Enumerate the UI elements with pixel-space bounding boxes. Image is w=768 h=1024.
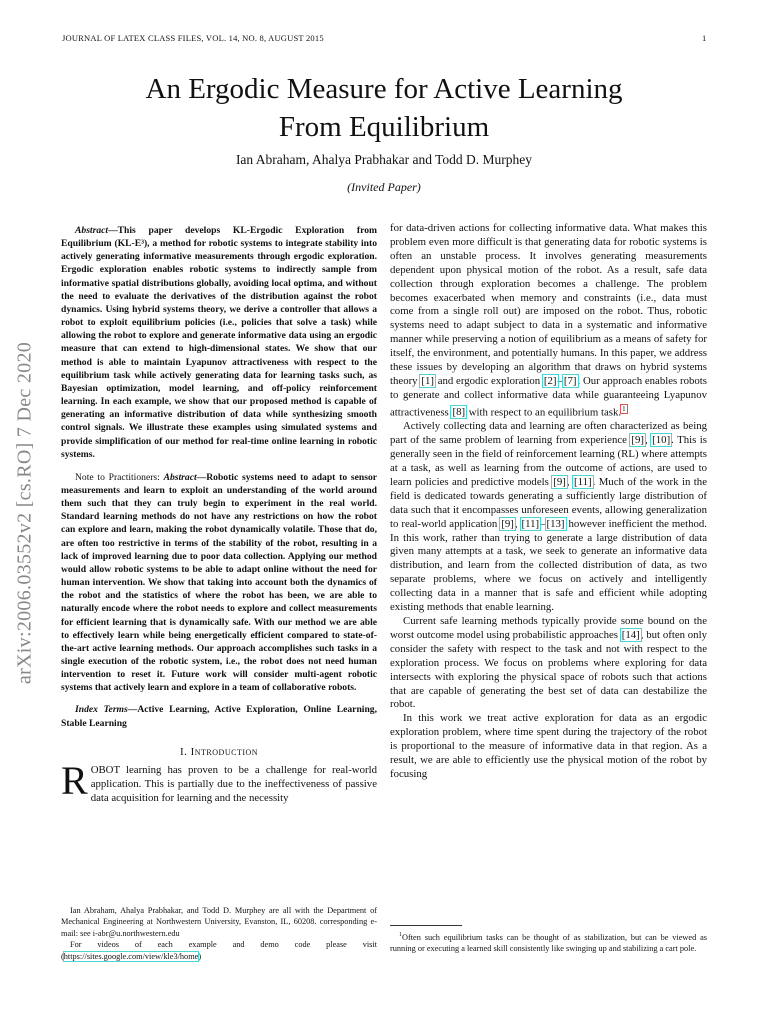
text: . This is generally seen in the field of reinforcement learning (RL) where attempts at a task, as well as learning from the outcome of actions, are used to learn policies and predictive models — [390, 434, 707, 488]
citation-link[interactable]: [11] — [521, 517, 540, 530]
abstract-text: —This paper develops KL-Ergodic Exploration from Equilibrium (KL-E³), a method for robotic systems to integrate stability into actively generating informative measurements through ergodic exploration. Ergodic exploration enables robotic systems to indirectly sample from informative spatial distributions globally, avoiding local optima, and without the need to evaluate the derivatives of the distribution against the robot dynamics. Using hybrid systems theory, we derive a controller that allows a robot to exploit equilibrium policies (i.e., policies that solve a task) while allowing the robot to explore and generate informative data using an ergodic measure that can extend to high-dimensional states. We show that our method is able to maintain Lyapunov attractiveness with respect to the equilibrium task while actively generating data for learning tasks such, as Bayesian optimization, model learning, and off-policy reinforcement learning. In each example, we show that our proposed method is capable of generating an informative distribution of data while synthesizing smooth control signals. We illustrate these examples using simulated systems and provide simplification of our method for real-time online learning in robotic systems. — [61, 225, 377, 460]
practitioners-prefix: Note to Practitioners: — [75, 471, 164, 483]
videos-footnote — [61, 939, 377, 962]
citation-link[interactable]: [7] — [563, 374, 577, 387]
intro-paragraph — [61, 757, 377, 806]
citation-link[interactable]: [2] — [543, 374, 557, 387]
text: and ergodic exploration — [434, 374, 543, 387]
text: – — [540, 517, 546, 530]
citation-link[interactable]: [9] — [501, 517, 514, 530]
section-number: I. — [179, 745, 191, 758]
authors: Ian Abraham, Ahalya Prabhakar and Todd D. Murphey — [235, 152, 533, 167]
text: – — [557, 374, 563, 387]
text: Actively collecting data and learning are often characterized as being part of the same problem of learning from experience — [390, 420, 707, 447]
practitioners-label: Abstract — [163, 471, 197, 483]
text: , — [645, 434, 652, 447]
section-heading — [61, 746, 377, 758]
right-footnotes — [390, 925, 707, 955]
running-header: JOURNAL OF LATEX CLASS FILES, VOL. 14, NO. 8, AUGUST 2015 — [62, 33, 324, 43]
text: . Much of the work in the field is dedicated towards generating a sufficiently large distribution of data such that it encompasses unforeseen events, allowing generalization to real-world application — [390, 475, 707, 530]
paper-title — [0, 70, 768, 146]
intro-lead: OBOT learning has proven to be a challenge for real-world application. This is partially due to the ineffectiveness of passive data acquisition for learning and the necessity — [90, 763, 377, 804]
title-line-1: An Ergodic Measure for Active Learning — [145, 73, 623, 105]
text: , — [566, 475, 573, 488]
index-terms-label: Index Terms — [75, 704, 128, 716]
index-terms-text: —Active Learning, Active Exploration, Online Learning, Stable Learning — [61, 704, 377, 729]
practitioners-text: —Robotic systems need to adapt to sensor measurements and learn to exploit an understanding of the world around them such that they can truly begin to experiment in the real world. Standard learning methods do not have any restrictions on how the robot can explore and learn, making the robot dynamically volatile. Those that do, are often too restrictive in terms of the stability of the robot, resulting in a lack of improved learning due to poor data collection. Applying our method would allow robotic systems to be able to adapt online without the need for human intervention. We show that taking into account both the dynamics of the robot and the statistics of where the robot has been, we are able to naturally encode where the robot needs to explore and collect measurements for efficient learning that is dynamically safe. With our method we are able to effectively learn while being energetically efficient compared to state-of-the-art active learning methods. Our approach accomplishes such tasks in a single execution of the robotic system, i.e., the robot does not need human intervention to reset it. Future work will consider multi-agent robotic systems that actively learn and explore in a team of collaborative robots. — [61, 471, 377, 694]
left-footnotes — [61, 905, 377, 962]
footnote-1 — [390, 930, 707, 955]
text: Current safe learning methods typically provide some bound on the worst outcome model using probabilistic approaches — [390, 614, 707, 641]
abstract-label: Abstract — [75, 225, 109, 236]
right-paragraph-3 — [390, 615, 707, 712]
videos-link[interactable]: https://sites.google.com/view/kle3/home — [63, 951, 199, 961]
text: for data-driven actions for collecting informative data. What makes this problem even more difficult is that generating data for robotic systems is often an unstable process. It involves generating measurements dependent upon physical motion of the robot. As a result, safe data collection through exploration becomes a challenge. The problem becomes exacerbated when memory and constraints (i.e., data must come from a single roll out) are imposed on the robot. Thus, robotic systems need to adapt subject to data in a systematic and informative manner while preserving a notion of equilibrium as a means of safety for itself, the environment, and potentially humans. In this paper, we address these issues by developing an algorithm that draws on hybrid systems theory — [390, 222, 707, 387]
text: . Our approach enables robots to generate and collect informative data while guaranteeing Lyapunov attractiveness — [390, 374, 707, 419]
footnote-rule — [390, 925, 462, 926]
section-title: Introduction — [190, 745, 259, 758]
videos-post: ) — [198, 951, 202, 961]
footnote-link[interactable]: 1 — [622, 404, 626, 413]
citation-link[interactable]: [8] — [452, 406, 466, 419]
left-column — [61, 224, 377, 806]
page-number: 1 — [702, 33, 707, 43]
videos-pre: For videos of each example and demo code please visit ( — [61, 940, 377, 961]
right-paragraph-2 — [390, 420, 707, 615]
abstract — [61, 224, 377, 461]
drop-cap: R — [61, 757, 88, 803]
citation-link[interactable]: [13] — [546, 517, 565, 530]
note-to-practitioners — [61, 471, 377, 695]
citation-link[interactable]: [14] — [621, 628, 640, 641]
index-terms — [61, 703, 377, 729]
text: , but often only consider the safety with respect to the task and not with respect to the exploration process. We focus on problems where exploring for data intersects with exploring the physical space of robots such that actions that are capable of generating the best set of data can destabilize the robot. — [390, 628, 707, 711]
affiliation-footnote: Ian Abraham, Ahalya Prabhakar, and Todd D. Murphey are all with the Department of Mechanical Engineering at Northwestern University, Evanston, IL, 60208. corresponding e-mail: see i-abr@u.northwestern.edu — [61, 906, 377, 938]
right-column — [390, 222, 707, 782]
arxiv-stamp — [8, 278, 42, 748]
citation-link[interactable]: [10] — [652, 434, 671, 447]
title-line-2: From Equilibrium — [278, 111, 490, 143]
text: , — [514, 517, 521, 530]
invited-note: (Invited Paper) — [347, 180, 421, 194]
arxiv-stamp-text: arXiv:2006.03552v2 [cs.RO] 7 Dec 2020 — [13, 341, 36, 685]
text: however inefficient the method. In this work, rather than trying to generate a large distribution of data given many attempts at a task, we seek to generate an informative data distribution, and learn from the collected distribution of data, as two separate problems, where we focus on actively and intelligently collecting data in a manner that is safe and efficient while adopting existing methods that enable learning. — [390, 517, 707, 614]
citation-link[interactable]: [9] — [631, 434, 644, 447]
footnote-marker: 1 — [399, 932, 402, 938]
right-paragraph-4: In this work we treat active exploration for data as an ergodic exploration problem, where time spent during the trajectory of the robot is proportional to the measure of informative data in that region. As a result, we are able to efficiently use the physical motion of the robot by focusing — [390, 712, 707, 780]
text: with respect to an equilibrium task. — [466, 406, 622, 419]
citation-link[interactable]: [9] — [553, 475, 566, 488]
citation-link[interactable]: [11] — [573, 475, 592, 488]
right-paragraph-1 — [390, 222, 707, 420]
footnote-text: Often such equilibrium tasks can be thought of as stabilization, but can be viewed as running or executing a learned skill consistently like swinging up and stabilizing a cart pole. — [390, 932, 707, 954]
citation-link[interactable]: [1] — [421, 374, 434, 387]
